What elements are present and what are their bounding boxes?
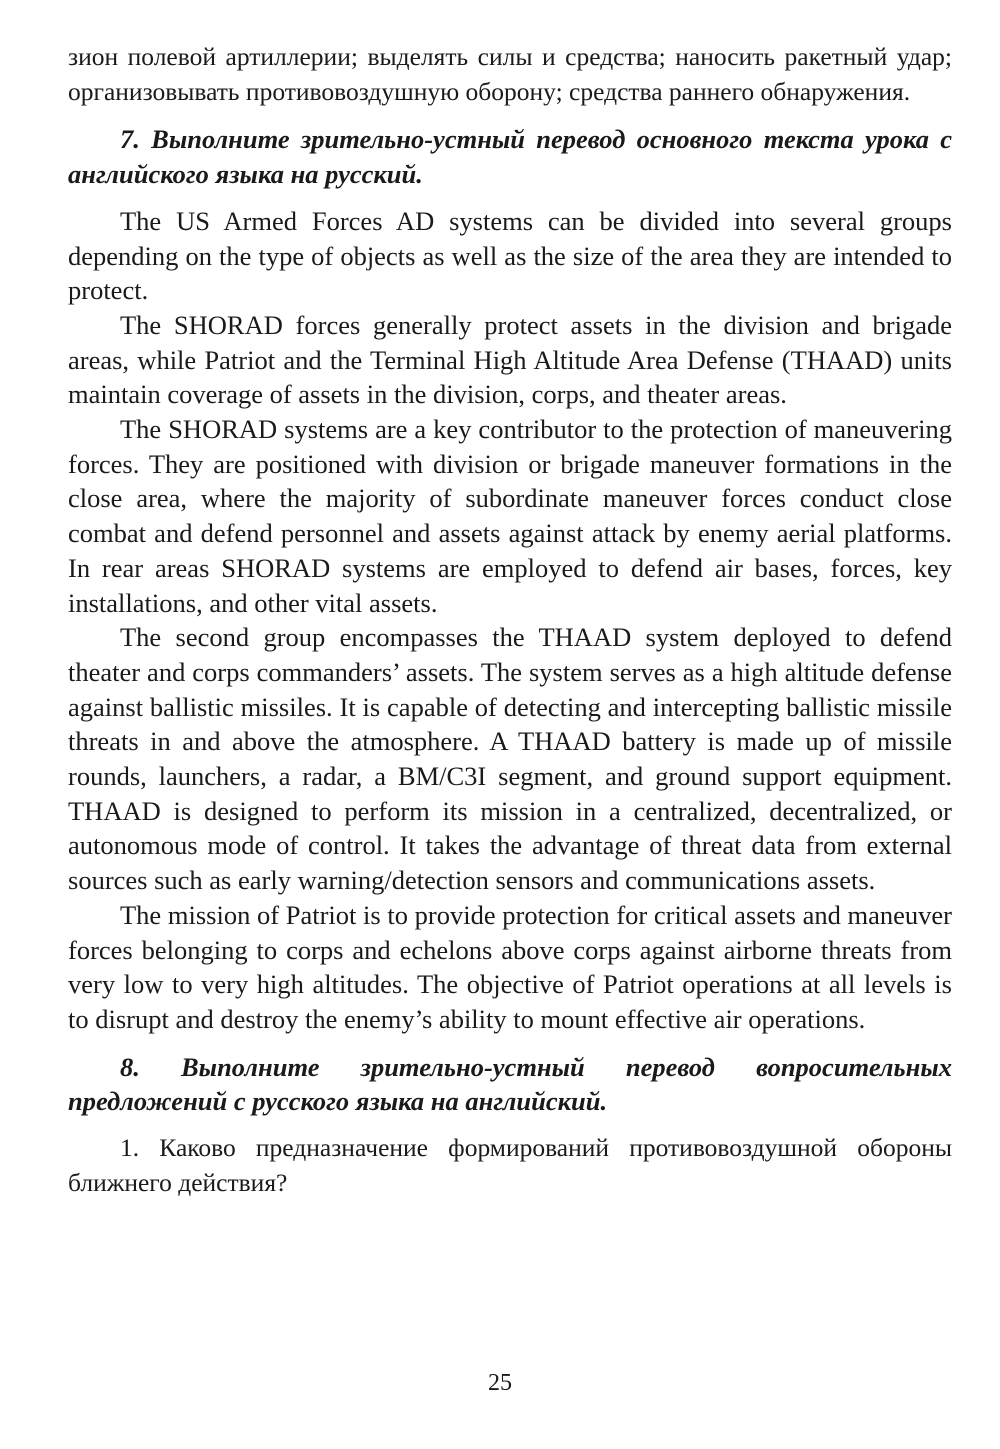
page-number: 25 [488, 1370, 512, 1396]
carryover-text: зион полевой артиллерии; выделять силы и средства; наносить ракетный удар; организовывать противовоздушную оборону; средства раннего обнаружения. [68, 42, 952, 106]
page-body [68, 40, 952, 1201]
task-7-heading: 7. Выполните зрительно-устный перевод основного текста урока с английского языка на русский. [68, 124, 952, 190]
paragraph-shorad-systems: The SHORAD systems are a key contributor to the protection of maneuvering forces. They are positioned with division or brigade maneuver formations in the close area, where the majority of subordinate maneuver forces conduct close combat and defend personnel and assets against attack by enemy aerial platforms. In rear areas SHORAD systems are employed to defend air bases, forces, key installations, and other vital assets. [68, 414, 952, 618]
task-8-heading: 8. Выполните зрительно-устный перевод вопросительных предложений с русского языка на английский. [68, 1051, 952, 1117]
paragraph-shorad-forces: The SHORAD forces generally protect assets in the division and brigade areas, while Patriot and the Terminal High Altitude Area Defense (THAAD) units maintain coverage of assets in the division, corps, and theater areas. [68, 309, 952, 410]
paragraph-patriot: The mission of Patriot is to provide protection for critical assets and maneuver forces belonging to corps and echelons above corps against airborne threats from very low to very high altitudes. The objective of Patriot operations at all levels is to disrupt and destroy the enemy’s ability to mount effective air operations. [68, 899, 952, 1034]
paragraph-thaad: The second group encompasses the THAAD system deployed to defend theater and corps commanders’ assets. The system serves as a high altitude defense against ballistic missiles. It is capable of detecting and intercepting ballistic missile threats in and above the atmosphere. A THAAD battery is made up of missile rounds, launchers, a radar, a BM/C3I segment, and ground support equipment. THAAD is designed to perform its mission in a centralized, decentralized, or autonomous mode of control. It takes the advantage of threat data from external sources such as early warning/detection sensors and communications assets. [68, 622, 952, 896]
paragraph-ad-groups: The US Armed Forces AD systems can be divided into several groups depending on the type of objects as well as the size of the area they are intended to protect. [68, 205, 952, 306]
question-1: 1. Каково предназначение формирований противовоздушной обороны ближнего действия? [68, 1133, 952, 1197]
